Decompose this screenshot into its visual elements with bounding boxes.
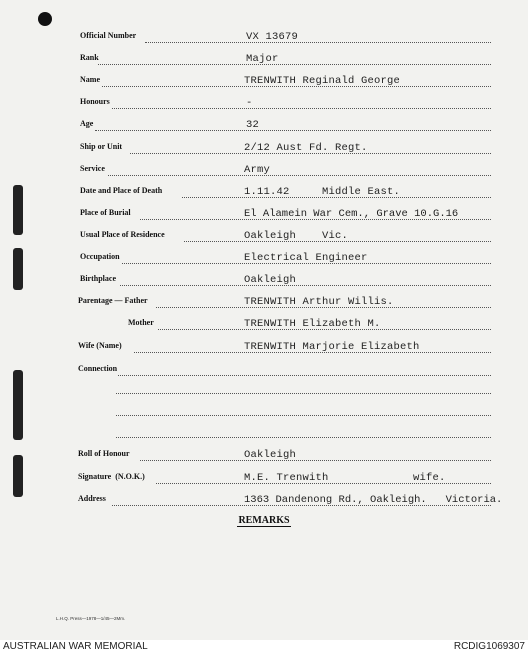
field-label: Honours [80,97,110,106]
field-connection [0,364,528,378]
binder-clip [13,370,23,440]
field-value: Major [246,53,279,65]
field-label: Roll of Honour [78,449,130,458]
field-value: 2/12 Aust Fd. Regt. [244,142,368,154]
field-label: Age [80,119,94,128]
dotted-line [108,175,491,176]
field-ship-or-unit [0,142,528,156]
field-value: TRENWITH Reginald George [244,75,401,87]
dotted-line [116,415,491,416]
field-label: Birthplace [80,274,116,283]
field-usual-residence [0,230,528,244]
field-value: Army [244,164,271,176]
field-father [0,296,528,310]
field-label: Rank [80,53,99,62]
field-label: Usual Place of Residence [80,230,165,239]
field-date-place-of-death [0,186,528,200]
field-label: Parentage — Father [78,296,148,305]
dotted-line [140,460,491,461]
dotted-line [95,130,491,131]
field-value: 1363 Dandenong Rd., Oakleigh. Victoria. [244,494,503,506]
field-label: Name [80,75,100,84]
field-rank [0,53,528,67]
printer-note: L.H.Q. Press—1978—1/45—2Mm. [56,616,126,621]
field-roll-of-honour [0,449,528,463]
field-value: Oakleigh [244,449,297,461]
field-mother [0,318,528,332]
dotted-line [118,375,491,376]
field-age [0,119,528,133]
field-occupation [0,252,528,266]
field-value: Electrical Engineer [244,252,368,264]
footer-record-id: RCDIG1069307 [453,641,525,652]
field-label: Service [80,164,105,173]
field-label: Date and Place of Death [80,186,163,195]
field-value: Oakleigh Vic. [244,230,349,242]
remarks-heading: REMARKS [238,515,290,526]
dotted-line [120,285,491,286]
field-value: M.E. Trenwith wife. [244,472,446,484]
dotted-line [116,393,491,394]
field-wife [0,341,528,355]
field-value: El Alamein War Cem., Grave 10.G.16 [244,208,459,220]
field-place-of-burial [0,208,528,222]
field-label: Ship or Unit [80,142,123,151]
dotted-line [145,42,491,43]
field-label: Occupation [80,252,120,261]
field-signature-nok [0,472,528,486]
field-birthplace [0,274,528,288]
field-official-number [0,31,528,45]
field-value: TRENWITH Marjorie Elizabeth [244,341,420,353]
field-value: TRENWITH Elizabeth M. [244,318,381,330]
dotted-line [116,437,491,438]
field-label: Mother [128,318,154,327]
field-value: 1.11.42 Middle East. [244,186,401,198]
dotted-line [112,108,491,109]
footer-institution: AUSTRALIAN WAR MEMORIAL [3,641,148,652]
field-value: - [246,97,253,109]
field-service [0,164,528,178]
field-label: Connection [78,364,118,373]
field-value: VX 13679 [246,31,299,43]
field-value: Oakleigh [244,274,297,286]
field-label: Official Number [80,31,137,40]
field-value: 32 [246,119,260,131]
dotted-line [98,64,491,65]
punch-hole [38,12,52,26]
field-honours [0,97,528,111]
field-value: TRENWITH Arthur Willis. [244,296,394,308]
field-address [0,494,528,508]
field-label: Wife (Name) [78,341,122,350]
footer [0,640,528,654]
field-label: Signature (N.O.K.) [78,472,145,481]
field-label: Address [78,494,106,503]
field-name [0,75,528,89]
field-label: Place of Burial [80,208,131,217]
